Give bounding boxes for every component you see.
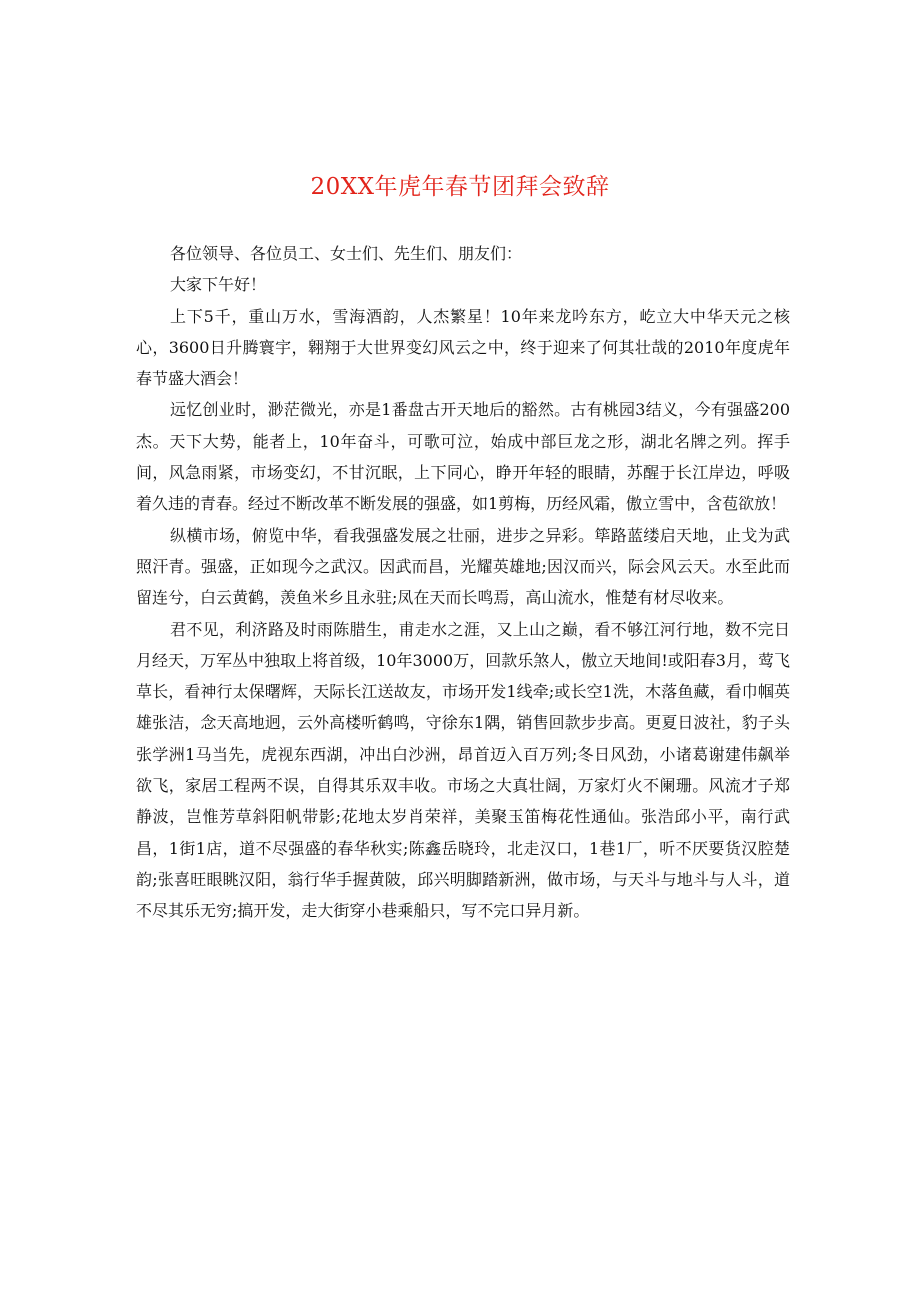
body-paragraph: 君不见，利济路及时雨陈腊生，甫走水之涯，又上山之巅，看不够江河行地，数不完日月经天，万军丛中独取上将首级，10年3000万，回款乐煞人，傲立天地间!或阳春3月，莺飞草长，看神行太保曙辉，天际长江送故友，市场开发1线牵;或长空1洗，木落鱼藏，看巾帼英雄张洁，念天高地迥，云外高楼听鹤鸣，守徐东1隅，销售回款步步高。更夏日波社，豹子头张学洲1马当先，虎视东西湖，冲出白沙洲，昂首迈入百万列;冬日风劲，小诸葛谢建伟飙举欲飞，家居工程两不误，自得其乐双丰收。市场之大真壮阔，万家灯火不阑珊。风流才子郑静波，岂惟芳草斜阳帆带影;花地太岁肖荣祥，美聚玉笛梅花性通仙。张浩邱小平，南行武昌，1街1店，道不尽强盛的春华秋实;陈鑫岳晓玲，北走汉口，1巷1厂，听不厌要货汉腔楚韵;张喜旺眼眺汉阳，翁行华手握黄陂，邱兴明脚踏新洲，做市场，与天斗与地斗与人斗，道不尽其乐无穷;搞开发，走大街穿小巷乘船只，写不完口异月新。 <box>136 619 790 921</box>
body-paragraph: 纵横市场，俯览中华，看我强盛发展之壮丽，进步之异彩。筚路蓝缕启天地，止戈为武照汗青。强盛，正如现今之武汉。因武而昌，光耀英雄地;因汉而兴，际会风云天。水至此而留连兮，白云黄鹤，羡鱼米乡且永驻;凤在天而长鸣焉，高山流水，惟楚有材尽收来。 <box>136 525 790 608</box>
document-title: 20XX年虎年春节团拜会致辞 <box>310 174 610 200</box>
body-paragraph: 远忆创业时，渺茫微光，亦是1番盘古开天地后的豁然。古有桃园3结义，今有强盛200杰。天下大势，能者上，10年奋斗，可歌可泣，始成中部巨龙之形，湖北名牌之列。挥手间，风急雨紧，市场变幻，不甘沉眠，上下同心，睁开年轻的眼睛，苏醒于长江岸边，呼吸着久违的青春。经过不断改革不断发展的强盛，如1剪梅，历经风霜，傲立雪中，含苞欲放！ <box>136 400 790 514</box>
greeting-paragraph: 各位领导、各位员工、女士们、先生们、朋友们： <box>170 244 523 263</box>
body-paragraph: 上下5千，重山万水，雪海酒韵，人杰繁星！10年来龙吟东方，屹立大中华天元之核心，3600日升腾寰宇，翱翔于大世界变幻风云之中，终于迎来了何其壮哉的2010年度虎年春节盛大酒会！ <box>136 306 790 389</box>
salutation-paragraph: 大家下午好！ <box>170 275 267 295</box>
document-body <box>136 238 790 927</box>
